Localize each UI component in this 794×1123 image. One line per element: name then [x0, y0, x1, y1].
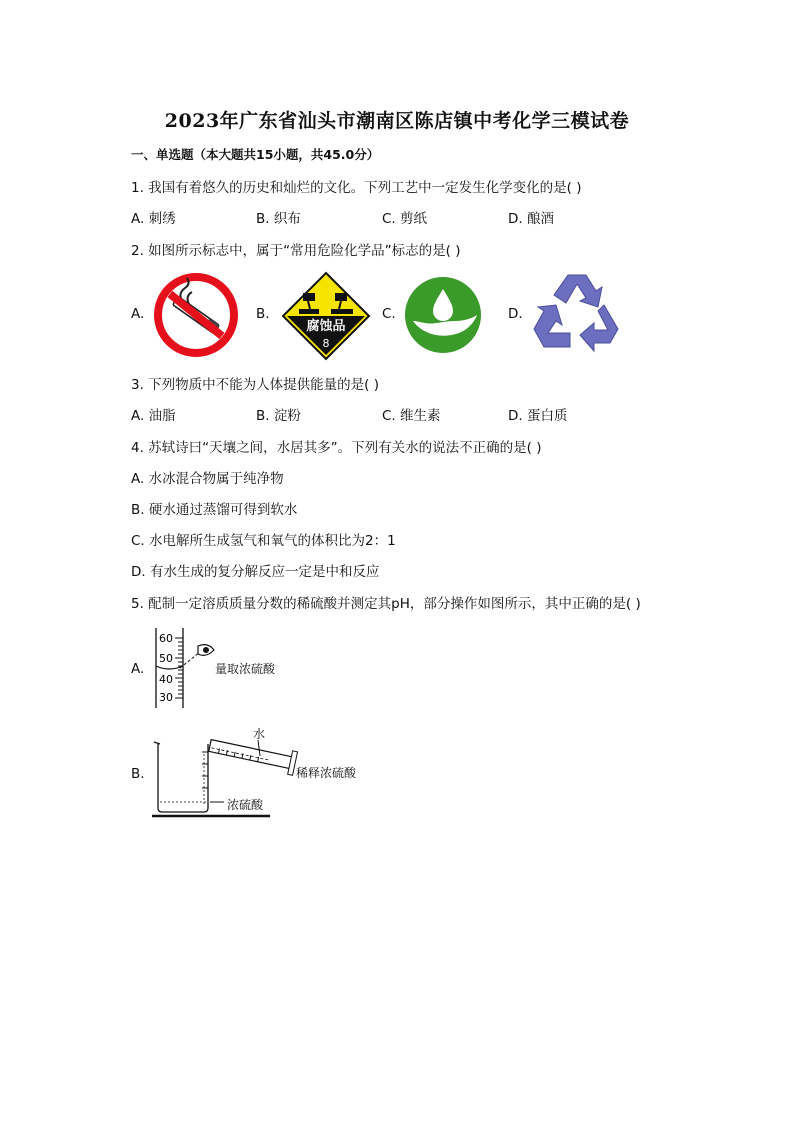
- question-3-stem: 3. 下列物质中不能为人体提供能量的是( ): [131, 377, 379, 393]
- q5-conc-acid-label: 浓硫酸: [227, 798, 264, 812]
- q2-option-a: A.: [131, 306, 145, 322]
- question-1-stem: 1. 我国有着悠久的历史和灿烂的文化。下列工艺中一定发生化学变化的是( ): [131, 180, 582, 196]
- graduated-cylinder-diagram: [150, 628, 220, 710]
- cylinder-mark-30: 30: [159, 691, 173, 704]
- recycle-sign-icon: [530, 271, 624, 357]
- question-2-stem: 2. 如图所示标志中，属于“常用危险化学品”标志的是( ): [131, 243, 461, 259]
- q2-option-d: D.: [508, 306, 523, 322]
- cylinder-mark-60: 60: [159, 632, 173, 645]
- q3-option-a: A. 油脂: [131, 408, 176, 424]
- q1-option-b: B. 织布: [256, 211, 301, 227]
- corrosive-label: 腐蚀品: [306, 319, 346, 334]
- q5-option-b: B.: [131, 766, 145, 782]
- corrosive-number: 8: [322, 337, 330, 350]
- question-4-stem: 4. 苏轼诗曰“天壤之间，水居其多”。下列有关水的说法不正确的是( ): [131, 440, 542, 456]
- q3-option-b: B. 淀粉: [256, 408, 301, 424]
- section-heading: 一、单选题（本大题共15小题，共45.0分）: [131, 147, 380, 162]
- q1-option-c: C. 剪纸: [382, 211, 428, 227]
- q5-a-label: 量取浓硫酸: [215, 662, 276, 676]
- no-smoking-sign-icon: [153, 272, 239, 358]
- q5-dilute-label: 稀释浓硫酸: [296, 766, 357, 780]
- cylinder-mark-50: 50: [159, 652, 173, 665]
- cylinder-mark-40: 40: [159, 673, 173, 686]
- q5-option-a: A.: [131, 661, 145, 677]
- q3-option-d: D. 蛋白质: [508, 408, 568, 424]
- q3-option-c: C. 维生素: [382, 408, 441, 424]
- q2-option-b: B.: [256, 306, 270, 322]
- page-title: 2023年广东省汕头市潮南区陈店镇中考化学三模试卷: [164, 110, 630, 132]
- q4-option-d: D. 有水生成的复分解反应一定是中和反应: [131, 564, 380, 580]
- q5-water-label: 水: [253, 727, 266, 741]
- q4-option-a: A. 水冰混合物属于纯净物: [131, 471, 284, 487]
- q1-option-d: D. 酿酒: [508, 211, 554, 227]
- water-saving-sign-icon: [403, 275, 483, 355]
- question-5-stem: 5. 配制一定溶质质量分数的稀硫酸并测定其pH，部分操作如图所示，其中正确的是( ): [131, 596, 641, 612]
- corrosive-sign-icon: [281, 271, 371, 361]
- q1-option-a: A. 刺绣: [131, 211, 176, 227]
- q4-option-b: B. 硬水通过蒸馏可得到软水: [131, 502, 298, 518]
- q4-option-c: C. 水电解所生成氢气和氧气的体积比为2：1: [131, 533, 396, 549]
- q2-option-c: C.: [382, 306, 396, 322]
